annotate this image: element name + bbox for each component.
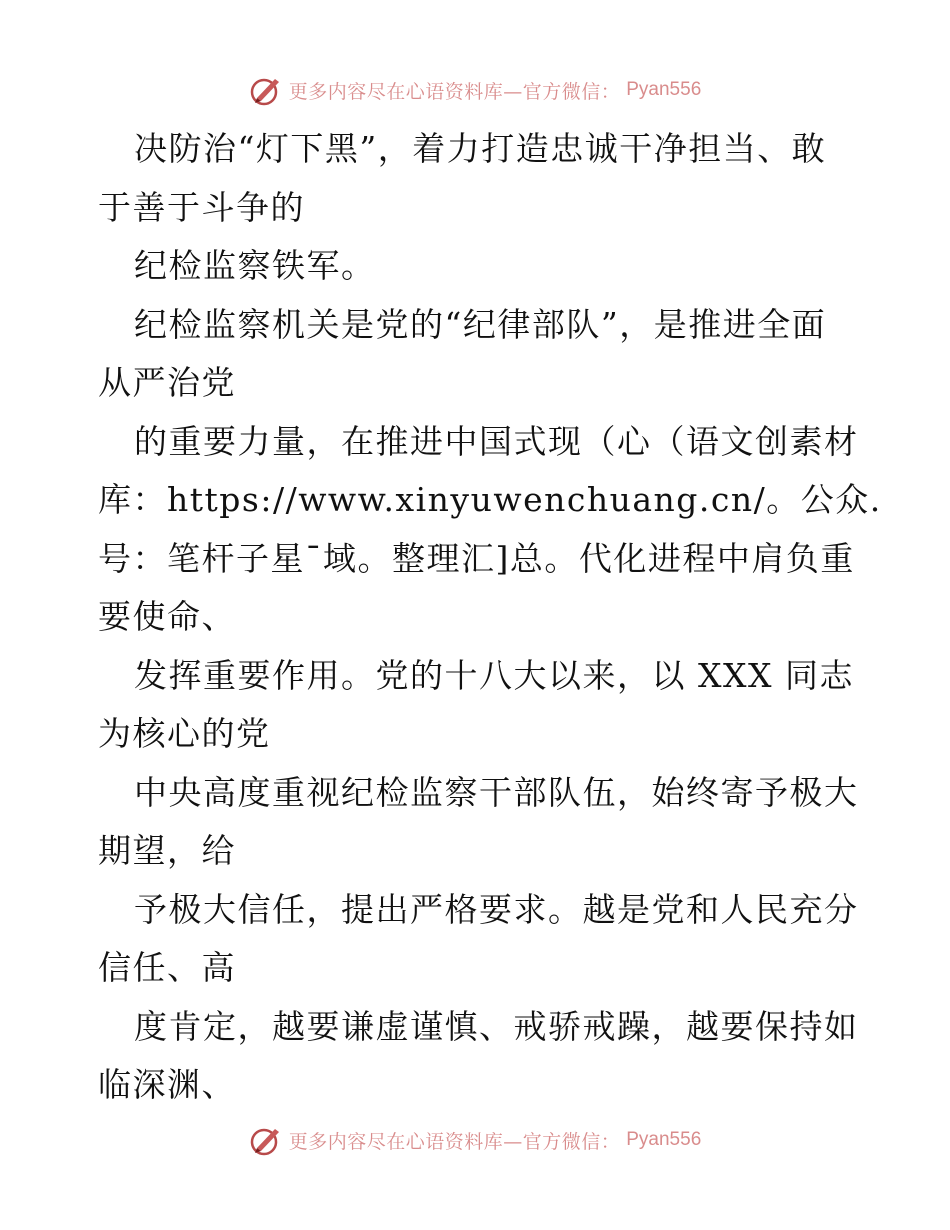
text-line: 中央高度重视纪检监察干部队伍，始终寄予极大: [134, 772, 859, 812]
watermark-wechat-id: Pyan556: [626, 1129, 702, 1150]
watermark-wechat-id: Pyan556: [626, 79, 702, 100]
text-line: 号：笔杆子星¯域。整理汇]总。代化进程中肩负重: [98, 538, 855, 578]
footer-watermark: [0, 1120, 950, 1160]
text-line: 的重要力量，在推进中国式现（心（语文创素材: [134, 421, 859, 461]
text-line: 于善于斗争的: [98, 187, 305, 227]
text-line: 从严治党: [98, 363, 236, 402]
text-line: 纪检监察机关是党的“纪律部队”，是推进全面: [134, 304, 827, 344]
document-body: [98, 120, 882, 1115]
pen-logo-icon: [249, 1123, 283, 1157]
text-line: 要使命、: [98, 597, 236, 636]
header-watermark: [0, 70, 950, 110]
pen-logo-icon: [249, 73, 283, 107]
text-line: 临深渊、: [98, 1065, 236, 1104]
text-line: 信任、高: [98, 948, 236, 987]
text-line: 予极大信任，提出严格要求。越是党和人民充分: [134, 889, 859, 929]
text-line: 纪检监察铁军。: [134, 246, 376, 285]
text-line: 发挥重要作用。党的十八大以来，以 XXX 同志: [134, 655, 854, 695]
text-line: 库：https://www.xinyuwenchuang.cn/。公众.: [98, 480, 882, 519]
text-line: 决防治“灯下黑”，着力打造忠诚干净担当、敢: [134, 129, 827, 168]
text-line: 为核心的党: [98, 714, 271, 753]
text-line: 度肯定，越要谦虚谨慎、戒骄戒躁，越要保持如: [134, 1006, 859, 1046]
watermark-text: 更多内容尽在心语资料库—官方微信：: [288, 80, 621, 103]
watermark-text: 更多内容尽在心语资料库—官方微信：: [288, 1130, 621, 1153]
text-line: 期望，给: [98, 831, 236, 870]
